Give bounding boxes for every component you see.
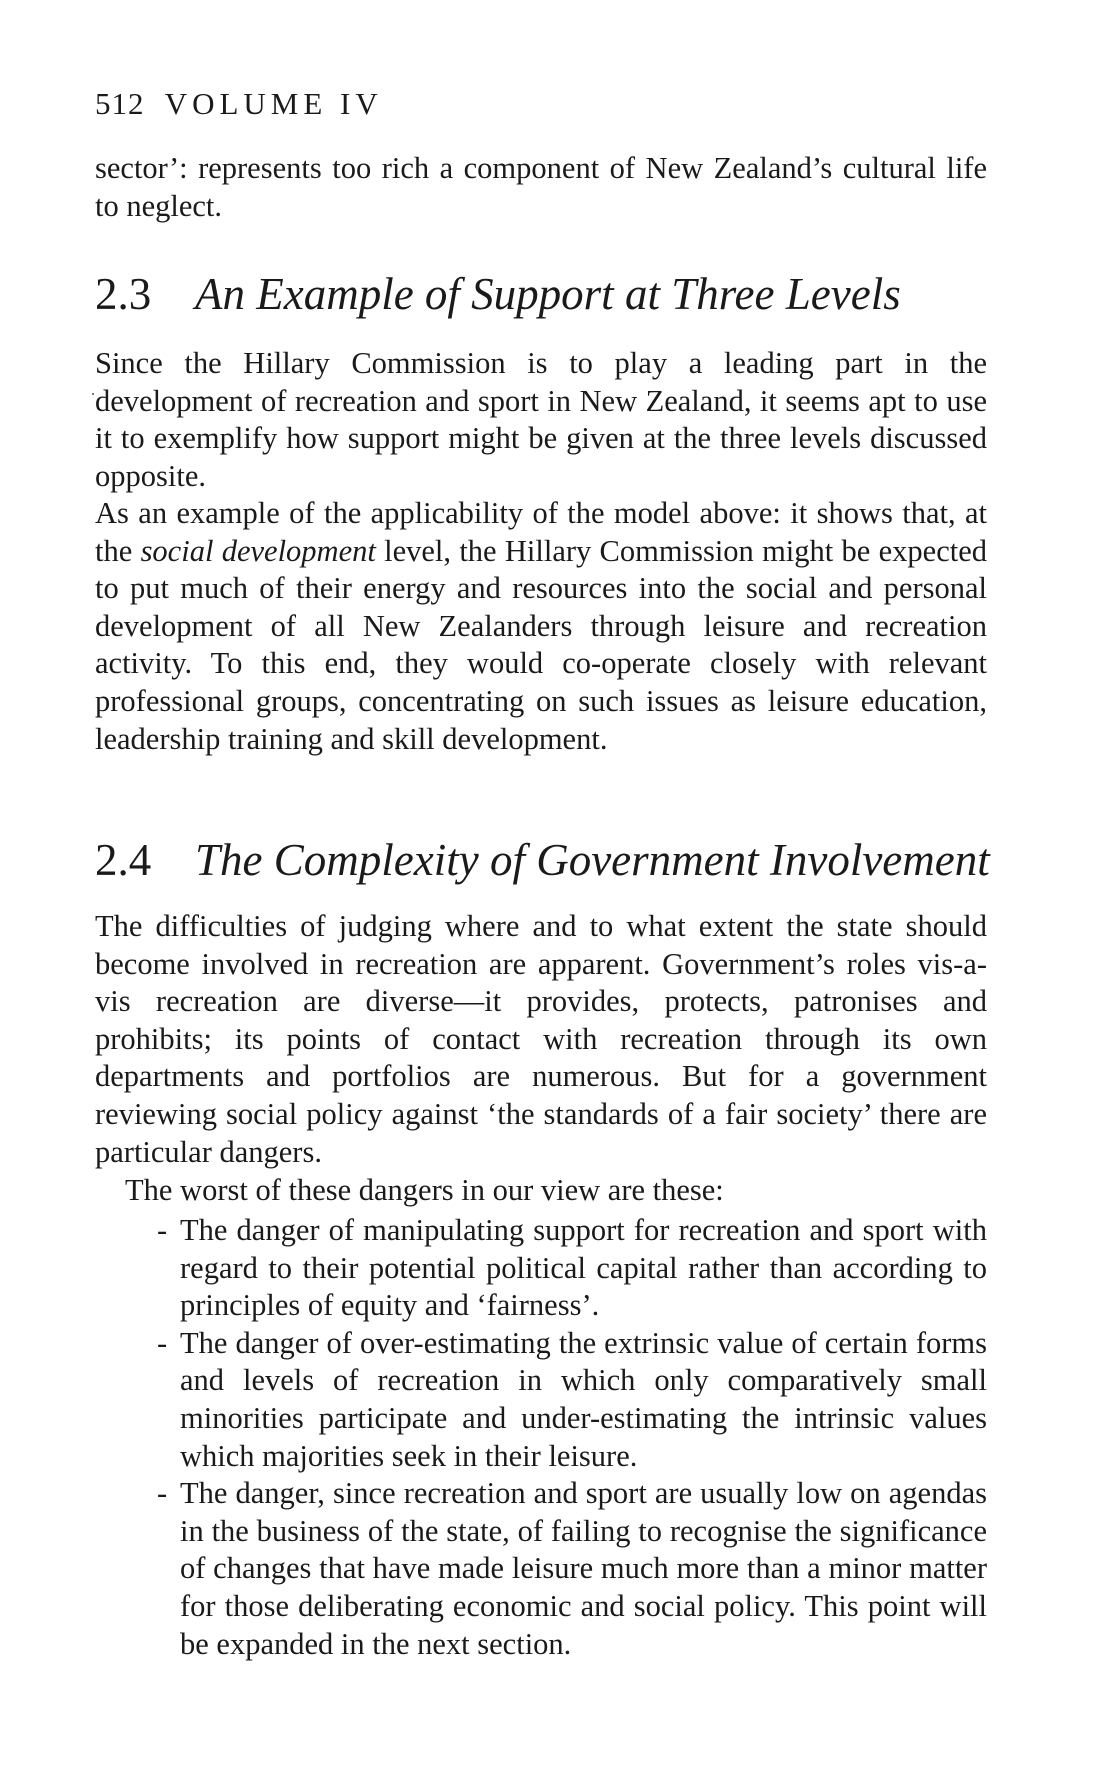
dash-bullet: - bbox=[157, 1213, 168, 1247]
section-2-3-paragraph-2 bbox=[95, 495, 987, 758]
dash-bullet: - bbox=[157, 1325, 168, 1360]
section-title: An Example of Support at Three Levels bbox=[195, 269, 901, 319]
section-number: 2.4 bbox=[95, 835, 152, 885]
list-item-text: The danger, since recreation and sport are usually low on agendas in the business of the state, of failing to recognise the significance of changes that have made leisure much more than a minor matter for those deliberating economic and social policy. This point will be expanded in the next section. bbox=[180, 1476, 987, 1661]
page-number: 512 bbox=[95, 86, 145, 121]
section-2-3-paragraph-1: Since the Hillary Commission is to play a leading part in the development of recreation and sport in New Zealand, it seems apt to use it to exemplify how support might be given at the three levels discussed opposite. bbox=[95, 346, 987, 493]
section-2-4-paragraph-2: The worst of these dangers in our view are these: bbox=[125, 1173, 724, 1207]
emphasis-social-development: social development bbox=[140, 533, 376, 568]
section-heading-2-4 bbox=[95, 835, 990, 885]
section-heading-2-3 bbox=[95, 269, 901, 319]
list-item bbox=[157, 1212, 987, 1325]
section-2-4-paragraph-1: The difficulties of judging where and to what extent the state should become involved in recreation are apparent. Government’s roles vis-a-vis recreation are diverse—it provides, protects, patronises and prohibits; its points of contact with recreation through its own departments and portfolios are numerous. But for a government reviewing social policy against ‘the standards of a fair society’ there are particular dangers. bbox=[95, 909, 987, 1169]
dangers-list bbox=[157, 1212, 987, 1663]
dash-bullet: - bbox=[157, 1476, 168, 1511]
volume-label: VOLUME IV bbox=[164, 86, 383, 121]
list-item-text: The danger of over-estimating the extrinsic value of certain forms and levels of recreation in which only comparatively small minorities participate and under-estimating the intrinsic values which majorities seek in their leisure. bbox=[180, 1325, 987, 1473]
paragraph-text: level, the Hillary Commission might be expected to put much of their energy and resources into the social and personal development of all New Zealanders through leisure and recreation activity. To this end, they would co-operate closely with relevant professional groups, concentrating on such issues as leisure education, leadership training and skill development. bbox=[95, 533, 987, 756]
continuation-paragraph: sector’: represents too rich a component of New Zealand’s cultural life to neglect. bbox=[95, 151, 987, 223]
list-item bbox=[157, 1325, 987, 1475]
section-title: The Complexity of Government Involvement bbox=[195, 835, 990, 885]
list-item bbox=[157, 1475, 987, 1663]
print-speck bbox=[92, 393, 94, 395]
section-number: 2.3 bbox=[95, 269, 152, 319]
list-item-text: The danger of manipulating support for recreation and sport with regard to their potential political capital rather than according to principles of equity and ‘fairness’. bbox=[180, 1213, 987, 1323]
running-head bbox=[95, 88, 383, 119]
paragraph-text: As an example of the applicability of the model above: it shows that, at the bbox=[95, 496, 987, 568]
